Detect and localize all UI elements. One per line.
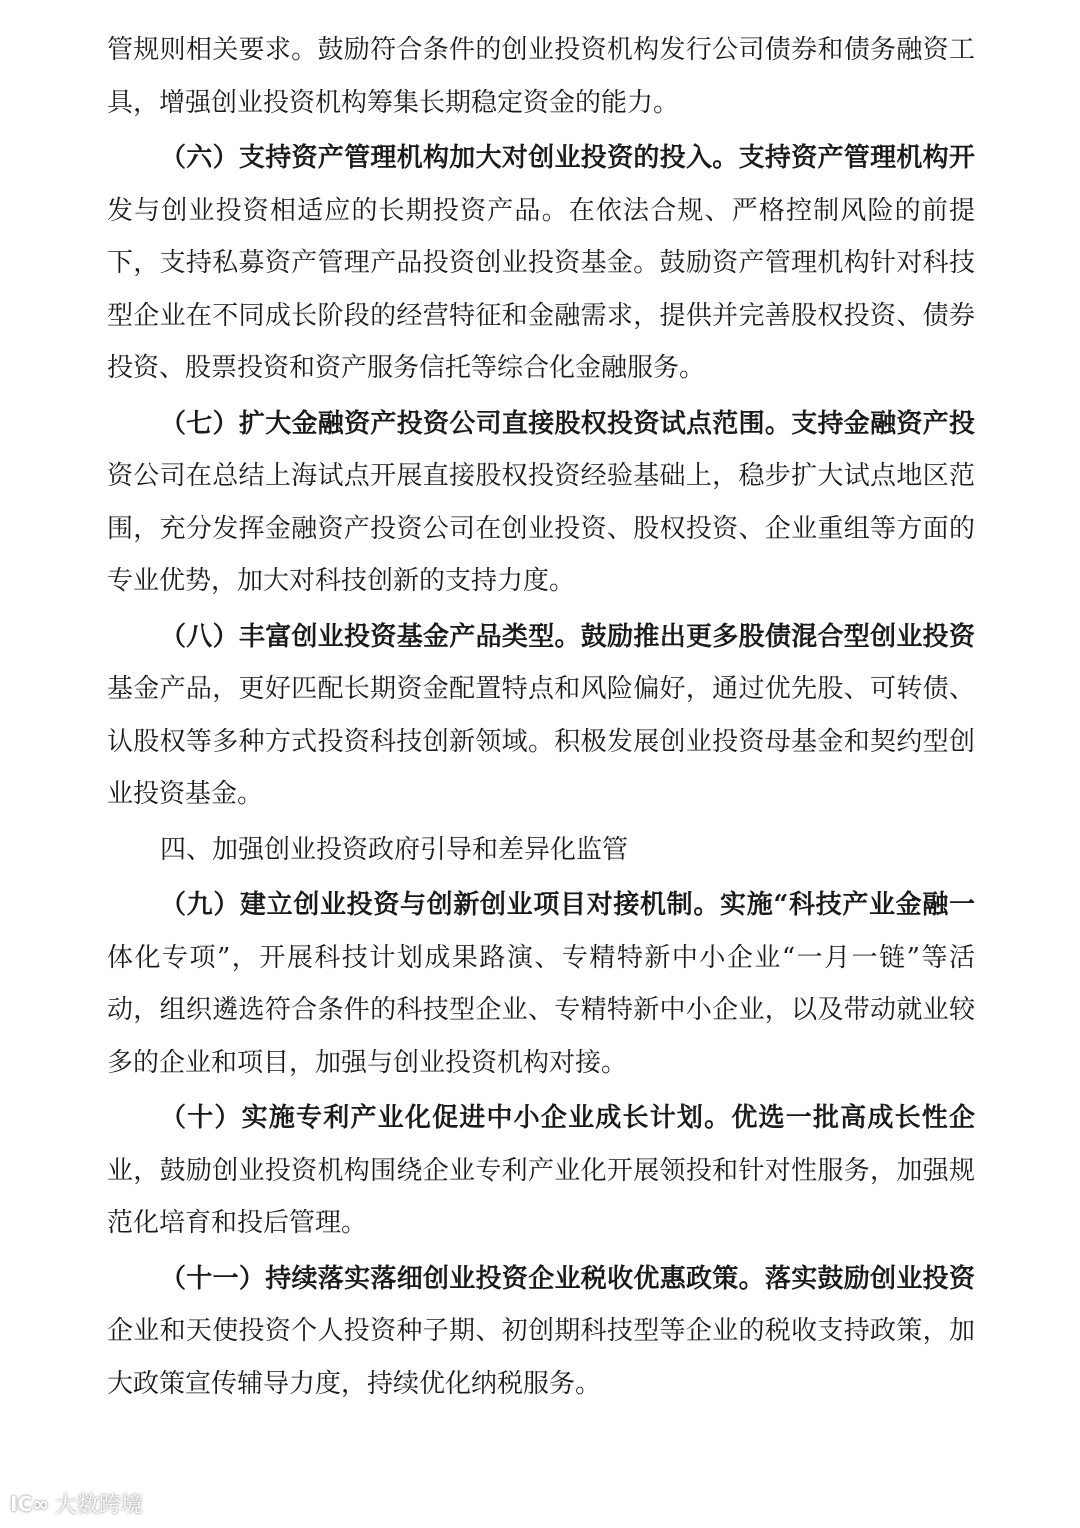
paragraph <box>107 1253 975 1411</box>
document-body <box>107 24 975 1413</box>
paragraph <box>107 611 975 821</box>
text-line: （八）丰富创业投资基金产品类型。鼓励推出更多股债混合型创业投资 <box>160 621 975 652</box>
text-line: 投资、股票投资和资产服务信托等综合化金融服务。 <box>107 353 706 383</box>
text-line: （七）扩大金融资产投资公司直接股权投资试点范围。支持金融资产投 <box>160 408 975 439</box>
text-line: 围，充分发挥金融资产投资公司在创业投资、股权投资、企业重组等方面的 <box>107 513 975 544</box>
text-line: 资公司在总结上海试点开展直接股权投资经验基础上，稳步扩大试点地区范 <box>107 461 975 491</box>
text-line: 大政策宣传辅导力度，持续优化纳税服务。 <box>107 1368 602 1399</box>
paragraph <box>107 398 975 608</box>
text-line: 基金产品，更好匹配长期资金配置特点和风险偏好，通过优先股、可转债、 <box>107 674 975 704</box>
section-heading <box>107 824 975 877</box>
text-line: 型企业在不同成长阶段的经营特征和金融需求，提供并完善股权投资、债券 <box>107 300 975 331</box>
watermark-logo-icon: IC∞ <box>10 1491 49 1516</box>
text-line: 专业优势，加大对科技创新的支持力度。 <box>107 566 576 596</box>
text-line: 企业和天使投资个人投资种子期、初创期科技型等企业的税收支持政策，加 <box>107 1316 975 1346</box>
text-line: 管规则相关要求。鼓励符合条件的创业投资机构发行公司债券和债务融资工 <box>107 35 975 65</box>
text-line: （十一）持续落实落细创业投资企业税收优惠政策。落实鼓励创业投资 <box>160 1263 975 1294</box>
text-line: 业投资基金。 <box>107 779 264 809</box>
text-line: 认股权等多种方式投资科技创新领域。积极发展创业投资母基金和契约型创 <box>107 726 975 757</box>
paragraph <box>107 24 975 129</box>
text-line: （六）支持资产管理机构加大对创业投资的投入。支持资产管理机构开 <box>160 143 975 173</box>
text-line: 体化专项”，开展科技计划成果路演、专精特新中小企业“一月一链”等活 <box>107 942 975 973</box>
paragraph <box>107 879 975 1089</box>
paragraph <box>107 1092 975 1250</box>
watermark-text: 大数跨境 <box>54 1493 143 1518</box>
text-line: 四、加强创业投资政府引导和差异化监管 <box>160 834 629 865</box>
watermark <box>10 1488 143 1519</box>
text-line: 动，组织遴选符合条件的科技型企业、专精特新中小企业，以及带动就业较 <box>107 995 975 1025</box>
text-line: 业，鼓励创业投资机构围绕企业专利产业化开展领投和针对性服务，加强规 <box>107 1155 975 1186</box>
text-line: 多的企业和项目，加强与创业投资机构对接。 <box>107 1047 628 1078</box>
text-line: 下，支持私募资产管理产品投资创业投资基金。鼓励资产管理机构针对科技 <box>107 248 975 278</box>
paragraph <box>107 132 975 395</box>
text-line: 具，增强创业投资机构筹集长期稳定资金的能力。 <box>107 87 680 118</box>
text-line: （九）建立创业投资与创新创业项目对接机制。实施“科技产业金融一 <box>160 890 975 920</box>
text-line: 范化培育和投后管理。 <box>107 1208 368 1238</box>
text-line: 发与创业投资相适应的长期投资产品。在依法合规、严格控制风险的前提 <box>107 195 975 226</box>
text-line: （十）实施专利产业化促进中小企业成长计划。优选一批高成长性企 <box>160 1103 975 1133</box>
